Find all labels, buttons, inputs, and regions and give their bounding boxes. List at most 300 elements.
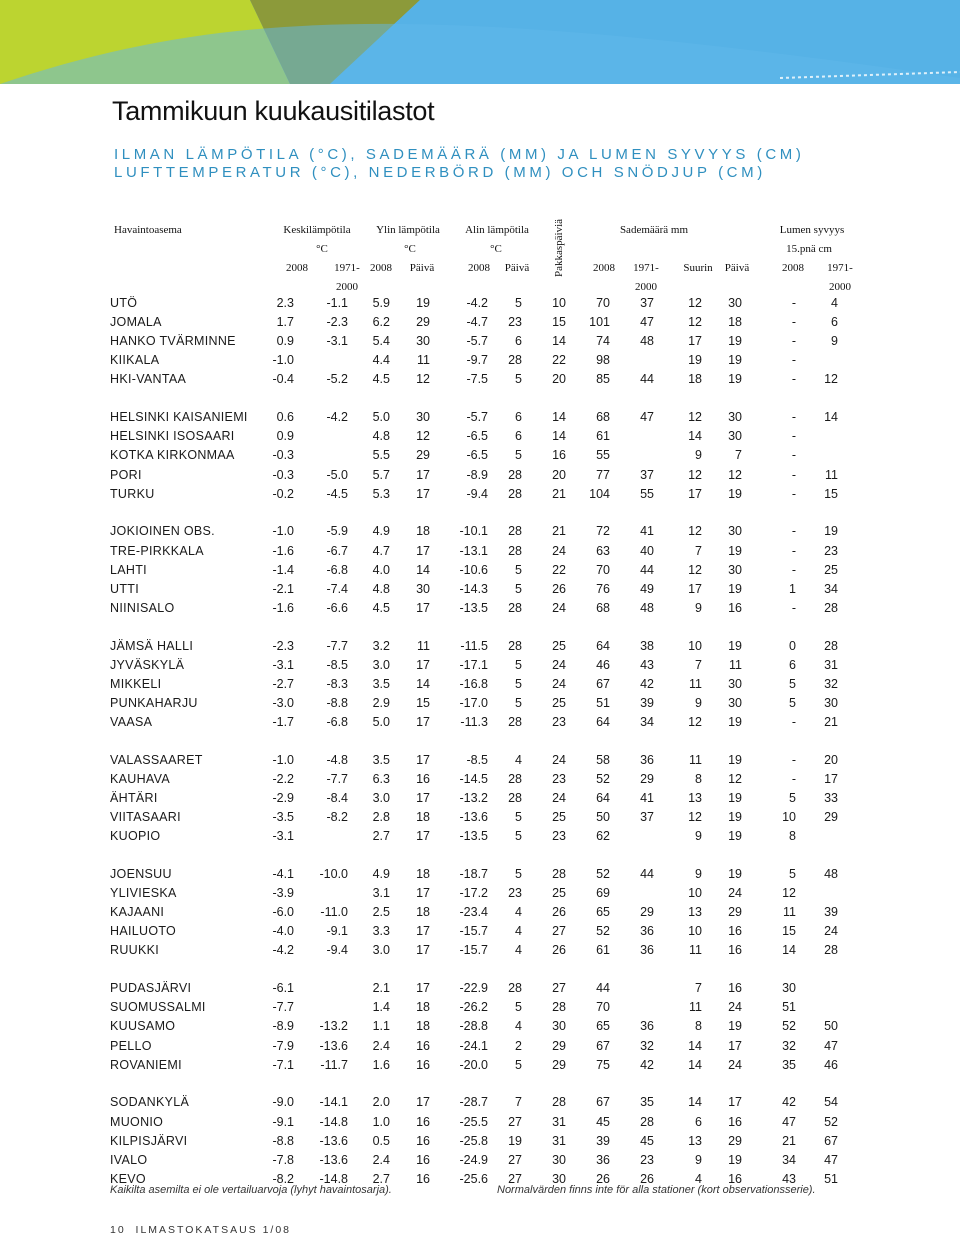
station-name: JYVÄSKYLÄ	[110, 657, 185, 672]
table-row	[0, 601, 960, 619]
cell-mean-norm: -2.3	[326, 315, 348, 330]
cell-precip-norm: 29	[640, 905, 654, 920]
cell-precip-2008: 65	[596, 905, 610, 920]
cell-mean-2008: -0.2	[272, 486, 294, 501]
cell-precip-norm: 45	[640, 1133, 654, 1148]
cell-precip-day: 19	[728, 638, 742, 653]
cell-min-2008: -17.1	[459, 657, 488, 672]
cell-precip-max: 9	[695, 600, 702, 615]
cell-min-day: 28	[508, 543, 522, 558]
cell-min-2008: -25.6	[459, 1171, 488, 1186]
cell-max-2008: 1.6	[372, 1057, 390, 1072]
cell-precip-max: 8	[695, 771, 702, 786]
station-name: RUUKKI	[110, 943, 160, 958]
cell-max-day: 18	[416, 1019, 430, 1034]
cell-mean-norm: -5.2	[326, 372, 348, 387]
cell-max-day: 19	[416, 296, 430, 310]
cell-mean-norm: -10.0	[319, 867, 348, 881]
cell-precip-day: 29	[728, 1133, 742, 1148]
cell-precip-max: 7	[695, 543, 702, 558]
table-row	[0, 677, 960, 695]
cell-mean-norm: -8.3	[326, 676, 348, 691]
cell-snow-norm: 34	[824, 581, 838, 596]
station-name: PELLO	[110, 1038, 152, 1053]
cell-min-day: 5	[515, 581, 522, 596]
cell-mean-norm: -11.7	[320, 1057, 348, 1072]
cell-min-2008: -10.6	[459, 562, 488, 577]
table-row	[0, 658, 960, 676]
cell-snow-2008: -	[791, 562, 796, 577]
cell-precip-2008: 69	[596, 886, 610, 901]
cell-min-day: 2	[515, 1038, 522, 1053]
cell-precip-2008: 61	[596, 429, 610, 444]
cell-mean-norm: -5.9	[326, 524, 348, 539]
cell-min-day: 5	[515, 810, 522, 825]
cell-precip-day: 19	[728, 1019, 742, 1034]
cell-min-2008: -28.7	[459, 1095, 488, 1110]
cell-frost-days: 28	[552, 1095, 566, 1110]
table-row	[0, 410, 960, 428]
cell-mean-norm: -4.8	[326, 752, 348, 767]
cell-snow-norm: 47	[824, 1038, 838, 1053]
cell-precip-max: 12	[688, 524, 702, 539]
table-row	[0, 448, 960, 466]
cell-max-2008: 6.3	[372, 771, 390, 786]
station-name: UTTI	[110, 581, 139, 596]
cell-precip-day: 30	[728, 676, 742, 691]
cell-max-day: 17	[416, 1095, 430, 1110]
cell-mean-2008: -7.9	[272, 1038, 294, 1053]
cell-max-2008: 4.8	[372, 429, 390, 444]
cell-snow-2008: 32	[782, 1038, 796, 1053]
cell-max-2008: 4.5	[372, 372, 390, 387]
cell-frost-days: 26	[552, 905, 566, 920]
cell-snow-norm: 47	[824, 1152, 838, 1167]
cell-snow-2008: 30	[782, 981, 796, 996]
cell-min-2008: -25.8	[459, 1133, 488, 1148]
cell-max-day: 17	[416, 943, 430, 958]
cell-frost-days: 22	[552, 353, 566, 368]
cell-precip-day: 30	[728, 524, 742, 539]
cell-precip-2008: 46	[596, 657, 610, 672]
header-precip-day: Päivä	[724, 262, 750, 274]
cell-mean-2008: -3.9	[272, 886, 294, 901]
header-min-temp: Alin lämpötila	[465, 224, 529, 236]
cell-snow-2008: 11	[783, 905, 796, 920]
station-name: SUOMUSSALMI	[110, 1000, 206, 1015]
header-snow-2008: 2008	[782, 262, 804, 274]
subtitle-finnish: ILMAN LÄMPÖTILA (°C), SADEMÄÄRÄ (MM) JA LUMEN SYVYYS (CM)	[114, 146, 805, 163]
cell-max-2008: 4.9	[372, 867, 390, 881]
cell-mean-norm: -14.8	[319, 1171, 348, 1186]
cell-mean-2008: -4.1	[272, 867, 294, 881]
cell-frost-days: 30	[552, 1152, 566, 1167]
cell-max-2008: 2.7	[372, 1171, 390, 1186]
cell-precip-norm: 39	[640, 695, 654, 710]
cell-mean-norm: -7.4	[326, 581, 348, 596]
cell-snow-2008: 15	[782, 924, 796, 939]
cell-min-2008: -7.5	[466, 372, 488, 387]
cell-max-day: 12	[416, 429, 430, 444]
cell-frost-days: 27	[552, 981, 566, 996]
cell-precip-day: 16	[728, 600, 742, 615]
cell-max-2008: 2.5	[372, 905, 390, 920]
cell-max-2008: 1.1	[372, 1019, 390, 1034]
cell-precip-max: 17	[688, 486, 702, 501]
page-number: 10	[110, 1224, 126, 1236]
cell-precip-2008: 75	[596, 1057, 610, 1072]
footnote-finnish: Kaikilta asemilta ei ole vertailuarvoja (lyhyt havaintosarja).	[110, 1184, 392, 1196]
cell-snow-2008: 51	[782, 1000, 796, 1015]
cell-precip-2008: 64	[596, 638, 610, 653]
cell-frost-days: 21	[552, 486, 566, 501]
cell-precip-day: 17	[728, 1038, 742, 1053]
cell-max-day: 18	[416, 905, 430, 920]
table-row	[0, 582, 960, 600]
cell-snow-2008: -	[791, 429, 796, 444]
cell-mean-2008: -1.0	[272, 524, 294, 539]
cell-mean-norm: -6.7	[326, 543, 348, 558]
cell-snow-2008: -	[791, 410, 796, 425]
cell-max-day: 18	[416, 810, 430, 825]
header-min-2008: 2008	[468, 262, 490, 274]
cell-max-day: 16	[416, 1057, 430, 1072]
station-name: JOKIOINEN OBS.	[110, 524, 215, 539]
cell-min-day: 28	[508, 486, 522, 501]
cell-snow-norm: 4	[831, 296, 838, 310]
table-row	[0, 943, 960, 961]
table-row	[0, 1095, 960, 1113]
cell-snow-norm: 31	[824, 657, 838, 672]
station-name: TRE-PIRKKALA	[110, 543, 204, 558]
cell-snow-norm: 21	[824, 715, 838, 729]
cell-precip-max: 7	[695, 981, 702, 996]
cell-max-2008: 2.4	[372, 1038, 390, 1053]
cell-precip-max: 13	[688, 1133, 702, 1148]
station-name: JOMALA	[110, 315, 162, 330]
cell-snow-2008: -	[791, 771, 796, 786]
cell-max-2008: 4.4	[372, 353, 390, 368]
cell-precip-2008: 101	[589, 315, 610, 330]
cell-precip-2008: 51	[596, 695, 610, 710]
cell-min-day: 6	[515, 429, 522, 444]
station-name: JÄMSÄ HALLI	[110, 638, 194, 653]
cell-mean-2008: -4.0	[272, 924, 294, 939]
cell-precip-norm: 49	[640, 581, 654, 596]
cell-max-day: 16	[416, 1114, 430, 1129]
cell-precip-norm: 36	[640, 943, 654, 958]
cell-mean-2008: -9.0	[272, 1095, 294, 1110]
cell-frost-days: 25	[552, 638, 566, 653]
station-name: HAILUOTO	[110, 924, 177, 939]
cell-max-day: 16	[416, 1171, 430, 1186]
header-snow: Lumen syvyys	[779, 224, 845, 236]
cell-snow-norm: 14	[824, 410, 838, 425]
cell-snow-norm: 54	[824, 1095, 838, 1110]
cell-max-2008: 5.9	[372, 296, 390, 310]
cell-mean-norm: -14.8	[319, 1114, 348, 1129]
cell-snow-2008: -	[791, 448, 796, 463]
cell-precip-2008: 65	[596, 1019, 610, 1034]
cell-max-2008: 3.3	[372, 924, 390, 939]
cell-precip-2008: 104	[589, 486, 610, 501]
cell-precip-max: 7	[695, 657, 702, 672]
cell-frost-days: 26	[552, 943, 566, 958]
station-name: HANKO TVÄRMINNE	[110, 334, 236, 349]
header-max-2008: 2008	[370, 262, 392, 274]
header-precip: Sademäärä mm	[619, 224, 689, 236]
cell-precip-day: 17	[728, 1095, 742, 1110]
table-row	[0, 544, 960, 562]
cell-mean-2008: -7.8	[272, 1152, 294, 1167]
cell-precip-day: 30	[728, 695, 742, 710]
cell-precip-2008: 76	[596, 581, 610, 596]
cell-min-day: 5	[515, 867, 522, 881]
cell-snow-norm: 15	[824, 486, 838, 501]
cell-min-2008: -13.5	[459, 600, 488, 615]
cell-snow-2008: 35	[782, 1057, 796, 1072]
table-row	[0, 563, 960, 581]
station-name: KEVO	[110, 1171, 146, 1186]
cell-min-2008: -26.2	[459, 1000, 488, 1015]
cell-min-day: 28	[508, 600, 522, 615]
cell-snow-2008: 21	[782, 1133, 796, 1148]
cell-max-day: 14	[416, 676, 430, 691]
station-name: NIINISALO	[110, 600, 175, 615]
cell-precip-2008: 67	[596, 1038, 610, 1053]
cell-mean-2008: -2.7	[272, 676, 294, 691]
cell-max-day: 17	[416, 829, 430, 844]
table-row	[0, 791, 960, 809]
cell-frost-days: 21	[552, 524, 566, 539]
station-name: YLIVIESKA	[110, 886, 177, 901]
cell-max-2008: 2.8	[372, 810, 390, 825]
station-name: ÄHTÄRI	[110, 791, 158, 805]
cell-min-day: 23	[508, 886, 522, 901]
cell-mean-norm: -8.8	[326, 695, 348, 710]
cell-mean-norm: -8.2	[326, 810, 348, 825]
cell-max-day: 17	[416, 752, 430, 767]
table-row	[0, 372, 960, 390]
table-row	[0, 829, 960, 847]
cell-precip-day: 12	[728, 771, 742, 786]
cell-snow-norm: 12	[824, 372, 838, 387]
station-name: HKI-VANTAA	[110, 372, 187, 387]
station-name: KUUSAMO	[110, 1019, 176, 1034]
cell-max-2008: 4.7	[372, 543, 390, 558]
cell-min-day: 28	[508, 638, 522, 653]
table-row	[0, 429, 960, 447]
table-row	[0, 524, 960, 542]
cell-snow-2008: 8	[789, 829, 796, 844]
cell-precip-max: 17	[688, 581, 702, 596]
cell-snow-2008: 43	[782, 1171, 796, 1186]
cell-precip-day: 24	[728, 886, 742, 901]
cell-min-2008: -24.9	[459, 1152, 488, 1167]
header-precip-2008: 2008	[593, 262, 615, 274]
cell-min-2008: -10.1	[459, 524, 488, 539]
cell-min-day: 4	[515, 943, 522, 958]
cell-precip-norm: 48	[640, 334, 654, 349]
cell-frost-days: 22	[552, 562, 566, 577]
cell-precip-day: 30	[728, 410, 742, 425]
cell-precip-max: 9	[695, 867, 702, 881]
cell-min-day: 5	[515, 676, 522, 691]
cell-frost-days: 14	[552, 410, 566, 425]
cell-mean-2008: -1.6	[272, 543, 294, 558]
cell-min-day: 27	[508, 1171, 522, 1186]
cell-mean-2008: -2.9	[272, 791, 294, 805]
cell-precip-norm: 29	[640, 771, 654, 786]
cell-precip-2008: 44	[596, 981, 610, 996]
cell-mean-2008: 0.9	[276, 429, 294, 444]
cell-precip-max: 14	[688, 1095, 702, 1110]
cell-mean-2008: -1.4	[272, 562, 294, 577]
cell-precip-2008: 70	[596, 296, 610, 310]
table-row	[0, 315, 960, 333]
cell-frost-days: 24	[552, 752, 566, 767]
cell-mean-2008: -8.8	[272, 1133, 294, 1148]
cell-precip-max: 10	[688, 638, 702, 653]
station-name: KUOPIO	[110, 829, 161, 844]
header-precip-max: Suurin	[683, 262, 713, 274]
cell-frost-days: 24	[552, 600, 566, 615]
table-row	[0, 1115, 960, 1133]
cell-min-day: 28	[508, 981, 522, 996]
cell-mean-norm: -6.6	[326, 600, 348, 615]
cell-snow-norm: 30	[824, 695, 838, 710]
cell-precip-norm: 36	[640, 752, 654, 767]
table-row	[0, 1019, 960, 1037]
cell-max-2008: 3.0	[372, 791, 390, 805]
table-row	[0, 886, 960, 904]
cell-min-day: 4	[515, 924, 522, 939]
cell-max-2008: 3.5	[372, 752, 390, 767]
cell-max-day: 17	[416, 543, 430, 558]
cell-min-2008: -6.5	[466, 448, 488, 463]
cell-max-day: 16	[416, 1038, 430, 1053]
cell-min-2008: -13.2	[459, 791, 488, 805]
cell-snow-2008: 5	[789, 695, 796, 710]
table-row	[0, 487, 960, 505]
cell-frost-days: 30	[552, 1171, 566, 1186]
cell-precip-day: 12	[728, 467, 742, 482]
cell-precip-max: 11	[689, 752, 702, 767]
cell-precip-max: 17	[688, 334, 702, 349]
cell-snow-2008: 34	[782, 1152, 796, 1167]
cell-min-2008: -15.7	[459, 924, 488, 939]
cell-min-2008: -11.3	[460, 715, 488, 729]
cell-mean-2008: -3.1	[272, 829, 294, 844]
cell-min-2008: -8.9	[466, 467, 488, 482]
cell-max-2008: 5.0	[372, 410, 390, 425]
cell-precip-norm: 41	[640, 791, 654, 805]
station-name: MUONIO	[110, 1114, 164, 1129]
table-row	[0, 924, 960, 942]
station-name: KIIKALA	[110, 353, 160, 368]
cell-precip-max: 18	[688, 372, 702, 387]
cell-max-day: 14	[416, 562, 430, 577]
cell-precip-norm: 38	[640, 638, 654, 653]
cell-snow-norm: 20	[824, 752, 838, 767]
cell-precip-day: 19	[728, 867, 742, 881]
header-unit-min: °C	[490, 243, 502, 255]
cell-mean-norm: -7.7	[326, 771, 348, 786]
cell-max-2008: 6.2	[372, 315, 390, 330]
cell-precip-max: 12	[688, 467, 702, 482]
cell-precip-max: 12	[688, 715, 702, 729]
table-row	[0, 1000, 960, 1018]
cell-frost-days: 31	[552, 1114, 566, 1129]
cell-snow-norm: 48	[824, 867, 838, 881]
cell-precip-2008: 72	[596, 524, 610, 539]
cell-precip-2008: 70	[596, 1000, 610, 1015]
cell-min-day: 28	[508, 467, 522, 482]
cell-precip-norm: 42	[640, 676, 654, 691]
cell-mean-norm: -9.1	[326, 924, 348, 939]
cell-max-2008: 5.4	[372, 334, 390, 349]
header-max-temp: Ylin lämpötila	[376, 224, 440, 236]
cell-snow-2008: -	[791, 467, 796, 482]
cell-frost-days: 23	[552, 771, 566, 786]
table-row	[0, 867, 960, 885]
cell-precip-2008: 77	[596, 467, 610, 482]
cell-max-day: 12	[416, 372, 430, 387]
cell-max-2008: 2.7	[372, 829, 390, 844]
cell-mean-norm: -13.2	[319, 1019, 348, 1034]
cell-min-day: 23	[508, 315, 522, 330]
cell-snow-norm: 39	[824, 905, 838, 920]
cell-snow-norm: 23	[824, 543, 838, 558]
cell-precip-norm: 36	[640, 924, 654, 939]
table-row	[0, 1153, 960, 1171]
cell-snow-2008: 5	[789, 867, 796, 881]
cell-precip-day: 30	[728, 296, 742, 310]
cell-min-2008: -14.5	[459, 771, 488, 786]
cell-frost-days: 23	[552, 715, 566, 729]
cell-max-2008: 5.3	[372, 486, 390, 501]
page-footer	[110, 1224, 291, 1236]
station-name: KOTKA KIRKONMAA	[110, 448, 235, 463]
cell-precip-day: 19	[728, 581, 742, 596]
cell-frost-days: 28	[552, 1000, 566, 1015]
cell-min-2008: -15.7	[459, 943, 488, 958]
cell-snow-norm: 11	[825, 467, 838, 482]
station-name: VIITASAARI	[110, 810, 181, 825]
cell-max-day: 17	[416, 791, 430, 805]
cell-precip-day: 16	[728, 1171, 742, 1186]
cell-mean-2008: -6.0	[272, 905, 294, 920]
cell-snow-2008: -	[791, 524, 796, 539]
cell-max-day: 16	[416, 1152, 430, 1167]
cell-mean-2008: -0.4	[272, 372, 294, 387]
cell-min-day: 5	[515, 1057, 522, 1072]
cell-precip-max: 19	[688, 353, 702, 368]
cell-min-2008: -20.0	[459, 1057, 488, 1072]
cell-precip-2008: 52	[596, 924, 610, 939]
cell-max-day: 11	[417, 353, 430, 368]
cell-frost-days: 26	[552, 581, 566, 596]
page-title: Tammikuun kuukausitilastot	[112, 96, 435, 126]
cell-max-2008: 2.4	[372, 1152, 390, 1167]
cell-max-day: 17	[416, 981, 430, 996]
publication-name: ILMASTOKATSAUS 1/08	[135, 1224, 292, 1236]
cell-precip-2008: 67	[596, 1095, 610, 1110]
cell-max-day: 30	[416, 581, 430, 596]
station-name: HELSINKI ISOSAARI	[110, 429, 235, 444]
cell-mean-norm: -8.5	[326, 657, 348, 672]
cell-precip-day: 19	[728, 353, 742, 368]
